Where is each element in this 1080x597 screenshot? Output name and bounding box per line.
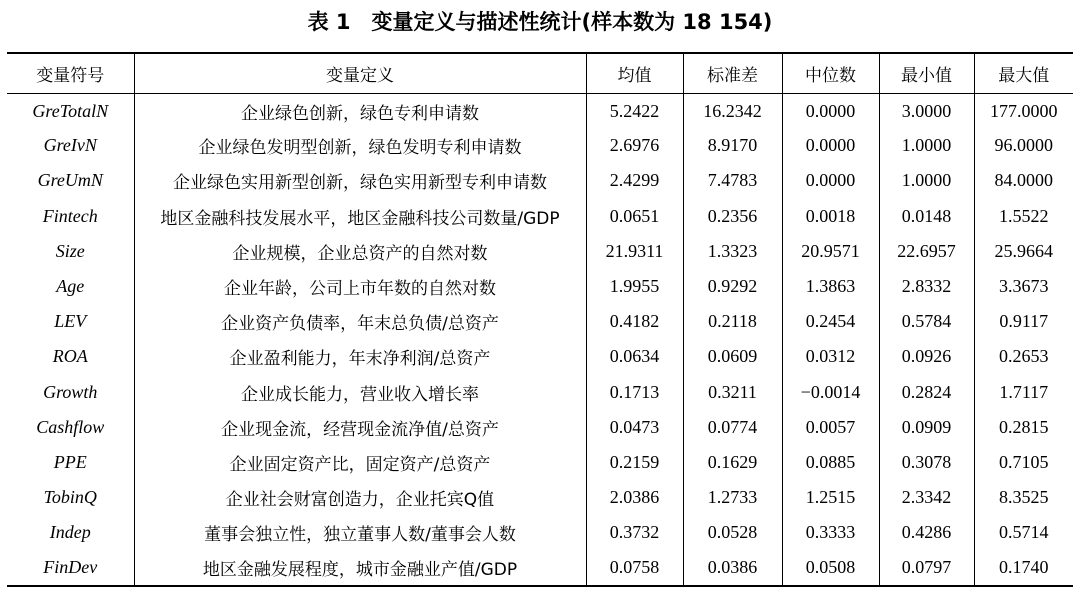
table-header xyxy=(7,53,1073,93)
cell-max: 84.0000 xyxy=(974,163,1073,198)
cell-min: 0.4286 xyxy=(879,515,974,550)
cell-min: 2.3342 xyxy=(879,480,974,515)
cell-sd: 0.0528 xyxy=(683,515,782,550)
table-row xyxy=(7,199,1073,234)
cell-median: 1.3863 xyxy=(782,269,879,304)
table-row xyxy=(7,93,1073,128)
header-min: 最小值 xyxy=(879,53,974,93)
cell-median: 1.2515 xyxy=(782,480,879,515)
cell-definition: 企业资产负债率，年末总负债/总资产 xyxy=(134,304,586,339)
table-row xyxy=(7,445,1073,480)
cell-sd: 7.4783 xyxy=(683,163,782,198)
cell-sd: 0.0386 xyxy=(683,550,782,585)
cell-mean: 21.9311 xyxy=(586,234,683,269)
cell-max: 0.7105 xyxy=(974,445,1073,480)
cell-median: 20.9571 xyxy=(782,234,879,269)
cell-min: 0.5784 xyxy=(879,304,974,339)
cell-mean: 0.0634 xyxy=(586,339,683,374)
cell-sd: 0.2118 xyxy=(683,304,782,339)
cell-sd: 0.9292 xyxy=(683,269,782,304)
table-row xyxy=(7,515,1073,550)
header-sd: 标准差 xyxy=(683,53,782,93)
cell-min: 2.8332 xyxy=(879,269,974,304)
cell-definition: 企业社会财富创造力，企业托宾Q值 xyxy=(134,480,586,515)
cell-max: 1.5522 xyxy=(974,199,1073,234)
cell-symbol: ROA xyxy=(52,346,88,367)
cell-symbol: Age xyxy=(56,276,85,297)
cell-symbol: GreIvN xyxy=(43,135,97,156)
header-mean: 均值 xyxy=(586,53,683,93)
cell-symbol: LEV xyxy=(54,311,87,332)
cell-mean: 5.2422 xyxy=(586,93,683,128)
cell-definition: 企业盈利能力，年末净利润/总资产 xyxy=(134,339,586,374)
statistics-table xyxy=(7,52,1073,587)
table-row xyxy=(7,269,1073,304)
cell-sd: 0.0774 xyxy=(683,410,782,445)
cell-median: 0.0057 xyxy=(782,410,879,445)
cell-min: 3.0000 xyxy=(879,93,974,128)
cell-mean: 0.1713 xyxy=(586,375,683,410)
cell-mean: 2.0386 xyxy=(586,480,683,515)
cell-median: 0.3333 xyxy=(782,515,879,550)
cell-sd: 0.2356 xyxy=(683,199,782,234)
cell-mean: 0.0651 xyxy=(586,199,683,234)
cell-mean: 0.3732 xyxy=(586,515,683,550)
cell-min: 22.6957 xyxy=(879,234,974,269)
cell-symbol: GreTotalN xyxy=(32,101,109,122)
cell-definition: 地区金融科技发展水平，地区金融科技公司数量/GDP xyxy=(134,199,586,234)
cell-sd: 16.2342 xyxy=(683,93,782,128)
cell-symbol: Cashflow xyxy=(36,416,105,437)
cell-definition: 董事会独立性，独立董事人数/董事会人数 xyxy=(134,515,586,550)
cell-symbol: PPE xyxy=(53,451,87,472)
cell-min: 0.3078 xyxy=(879,445,974,480)
cell-mean: 0.2159 xyxy=(586,445,683,480)
cell-max: 177.0000 xyxy=(974,93,1073,128)
cell-mean: 0.0758 xyxy=(586,550,683,585)
cell-median: 0.0885 xyxy=(782,445,879,480)
cell-mean: 0.0473 xyxy=(586,410,683,445)
cell-median: 0.0312 xyxy=(782,339,879,374)
cell-sd: 0.0609 xyxy=(683,339,782,374)
cell-median: 0.2454 xyxy=(782,304,879,339)
table-title: 表 1 变量定义与描述性统计(样本数为 18 154) xyxy=(307,10,773,34)
cell-definition: 企业绿色实用新型创新，绿色实用新型专利申请数 xyxy=(134,163,586,198)
cell-symbol: Indep xyxy=(49,522,91,543)
cell-definition: 企业现金流，经营现金流净值/总资产 xyxy=(134,410,586,445)
cell-definition: 企业固定资产比，固定资产/总资产 xyxy=(134,445,586,480)
cell-sd: 1.3323 xyxy=(683,234,782,269)
cell-symbol: Fintech xyxy=(42,205,98,226)
header-row xyxy=(7,53,1073,93)
table-row xyxy=(7,375,1073,410)
cell-min: 0.2824 xyxy=(879,375,974,410)
table-row xyxy=(7,339,1073,374)
cell-median: 0.0000 xyxy=(782,128,879,163)
table-body xyxy=(7,93,1073,586)
cell-symbol: Growth xyxy=(43,381,98,402)
cell-symbol: FinDev xyxy=(7,550,134,585)
table-row xyxy=(7,163,1073,198)
cell-max: 1.7117 xyxy=(974,375,1073,410)
cell-sd: 1.2733 xyxy=(683,480,782,515)
cell-mean: 2.6976 xyxy=(586,128,683,163)
cell-definition: 企业成长能力，营业收入增长率 xyxy=(134,375,586,410)
cell-max: 0.2815 xyxy=(974,410,1073,445)
cell-min: 1.0000 xyxy=(879,128,974,163)
cell-sd: 0.3211 xyxy=(683,375,782,410)
cell-symbol: GreUmN xyxy=(37,170,103,191)
cell-symbol: TobinQ xyxy=(43,487,97,508)
cell-definition: 企业绿色发明型创新，绿色发明专利申请数 xyxy=(134,128,586,163)
header-median: 中位数 xyxy=(782,53,879,93)
table-row xyxy=(7,304,1073,339)
cell-median: 0.0000 xyxy=(782,163,879,198)
cell-sd: 0.1629 xyxy=(683,445,782,480)
header-definition: 变量定义 xyxy=(134,53,586,93)
cell-min: 1.0000 xyxy=(879,163,974,198)
table-row xyxy=(7,234,1073,269)
cell-median: 0.0000 xyxy=(782,93,879,128)
cell-mean: 1.9955 xyxy=(586,269,683,304)
table-row xyxy=(7,480,1073,515)
cell-sd: 8.9170 xyxy=(683,128,782,163)
cell-median: 0.0018 xyxy=(782,199,879,234)
cell-definition: 企业年龄，公司上市年数的自然对数 xyxy=(134,269,586,304)
cell-max: 3.3673 xyxy=(974,269,1073,304)
table-row xyxy=(7,128,1073,163)
cell-definition: 地区金融发展程度，城市金融业产值/GDP xyxy=(134,550,586,585)
cell-max: 96.0000 xyxy=(974,128,1073,163)
cell-max: 0.2653 xyxy=(974,339,1073,374)
cell-min: 0.0909 xyxy=(879,410,974,445)
cell-median: 0.0508 xyxy=(782,550,879,585)
cell-median: −0.0014 xyxy=(782,375,879,410)
cell-definition: 企业规模，企业总资产的自然对数 xyxy=(134,234,586,269)
cell-min: 0.0148 xyxy=(879,199,974,234)
cell-max: 0.5714 xyxy=(974,515,1073,550)
cell-mean: 0.4182 xyxy=(586,304,683,339)
header-symbol: 变量符号 xyxy=(7,53,134,93)
cell-max: 25.9664 xyxy=(974,234,1073,269)
cell-max: 0.9117 xyxy=(974,304,1073,339)
cell-symbol: Size xyxy=(55,240,85,261)
cell-max: 0.1740 xyxy=(974,550,1073,585)
header-max: 最大值 xyxy=(974,53,1073,93)
table-row xyxy=(7,410,1073,445)
cell-min: 0.0797 xyxy=(879,550,974,585)
table-row xyxy=(7,550,1073,585)
cell-mean: 2.4299 xyxy=(586,163,683,198)
cell-max: 8.3525 xyxy=(974,480,1073,515)
cell-definition: 企业绿色创新，绿色专利申请数 xyxy=(134,93,586,128)
cell-min: 0.0926 xyxy=(879,339,974,374)
